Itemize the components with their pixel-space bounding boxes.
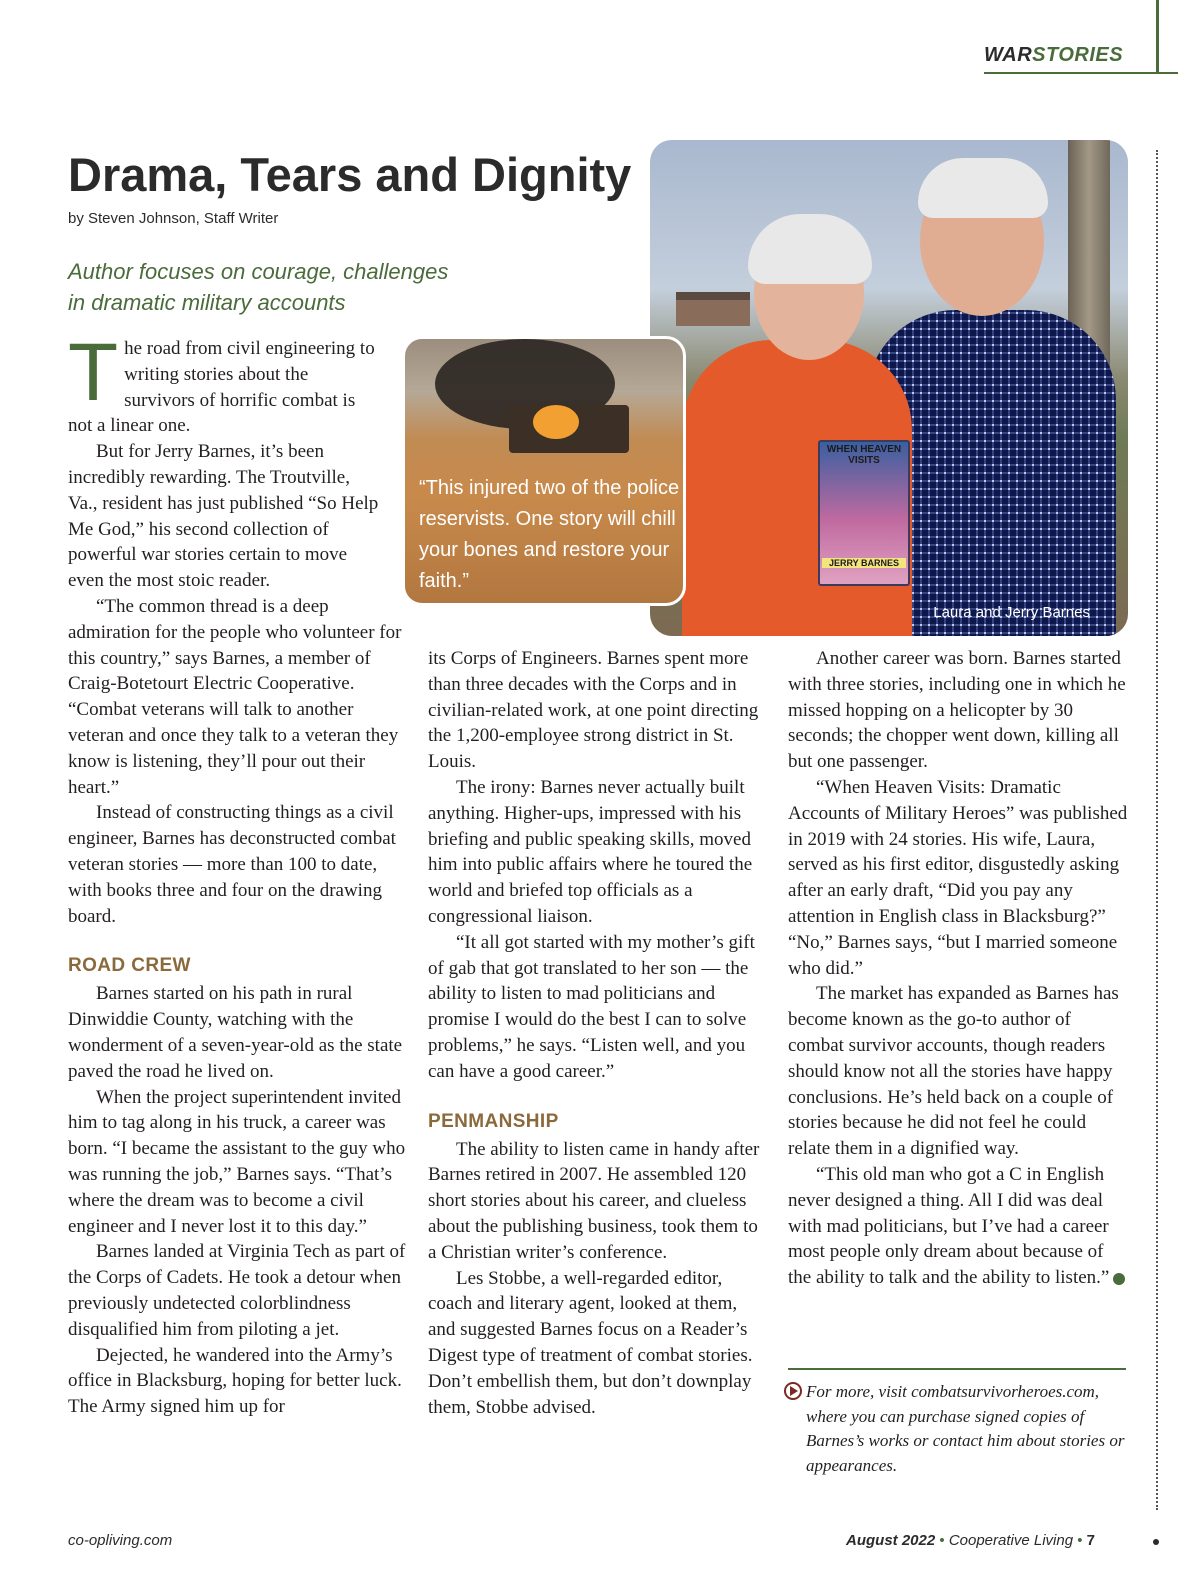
footer-folio — [846, 1532, 1095, 1549]
photo-man-hair-shape — [918, 158, 1048, 218]
footer-separator-2: • — [1077, 1532, 1083, 1549]
subhead-penmanship: PENMANSHIP — [428, 1110, 559, 1132]
paragraph-7: Barnes landed at Virginia Tech as part of the Corps of Cadets. He took a detour when previously undetected colorblindness disqualified him from piloting a jet. — [68, 1241, 406, 1340]
drop-cap: T — [68, 327, 119, 418]
paragraph-3: “The common thread is a deep admiration for the people who volunteer for this country,” says Barnes, a member of Craig-Botetourt Electric Cooperative. “Combat veterans will talk to another veteran and once they talk to a veteran they know is listening, they’ll pour out their heart.” — [68, 596, 402, 798]
paragraph-5: Barnes started on his path in rural Dinwiddie County, watching with the wonderment of a seven-year-old as the state paved the road he lived on. — [68, 983, 403, 1082]
headline — [68, 146, 658, 204]
subhead-road-crew: ROAD CREW — [68, 955, 191, 977]
paragraph-1 — [68, 327, 380, 439]
paragraph-14: Another career was born. Barnes started with three stories, including one in which he missed hopping on a helicopter by 30 seconds; the chopper went down, killing all but one passenger. — [788, 648, 1126, 773]
paragraph-17-text: “This old man who got a C in English never designed a thing. All I did was deal with mad politicians, but I’ve had a career most people only dream about because of the ability to talk and the ability to listen.” — [788, 1163, 1110, 1289]
headline-bold: and Dignity — [375, 148, 632, 201]
paragraph-4: Instead of constructing things as a civil engineer, Barnes has deconstructed combat veteran stories — more than 100 to date, with books three and four on the drawing board. — [68, 802, 396, 927]
footer-page-number: 7 — [1086, 1532, 1096, 1549]
column-3 — [788, 646, 1128, 1291]
photo-fire-shape — [533, 405, 579, 439]
paragraph-11: “It all got started with my mother’s gift of gab that got translated to her son — the ability to listen to mad politicians and promise I would do the best I can to solve problems,” he says. “Listen well, and you can have a good career.” — [428, 931, 755, 1082]
paragraph-6: When the project superintendent invited him to tag along in his truck, a career was born. “I became the assistant to the guy who was running the job,” Barnes says. “That’s where the dream was to become a civil engineer and I never lost it to this day.” — [68, 1086, 406, 1237]
paragraph-2: But for Jerry Barnes, it’s been incredibly rewarding. The Troutville, Va., resident has just published “So Help Me God,” his second collection of powerful war stories certain to move even the most stoic reader. — [68, 441, 379, 592]
headline-light: Drama, Tears — [68, 148, 376, 201]
footer-date: August 2022 — [846, 1532, 936, 1549]
photo-caption: Laura and Jerry Barnes — [933, 604, 1090, 621]
page-edge-dotted-rule — [1156, 150, 1158, 1510]
photo-book-author: JERRY BARNES — [822, 558, 906, 568]
photo-woman-hair-shape — [748, 214, 872, 284]
dek — [68, 256, 548, 318]
photo-laura-and-jerry-barnes — [650, 140, 1128, 636]
byline: by Steven Johnson, Staff Writer — [68, 210, 279, 227]
paragraph-1-text: he road from civil engineering to writing stories about the survivors of horrific combat is not a linear one. — [68, 338, 375, 437]
photo-house-shape — [676, 292, 750, 326]
paragraph-9: its Corps of Engineers. Barnes spent more than three decades with the Corps and in civilian-related work, at one point directing the 1,200-employee strong district in St. Louis. — [428, 648, 759, 773]
footer-separator-1: • — [939, 1532, 945, 1549]
column-2 — [428, 646, 768, 1420]
footer-site: co-opliving.com — [68, 1532, 173, 1549]
end-mark-icon — [1113, 1273, 1125, 1285]
footer-end-dot — [1153, 1539, 1159, 1545]
more-info-rule — [788, 1368, 1126, 1370]
play-arrow-icon — [784, 1382, 802, 1400]
section-tag-word2: STORIES — [1032, 44, 1124, 66]
dek-line-1: Author focuses on courage, challenges — [68, 259, 449, 284]
paragraph-13: Les Stobbe, a well-regarded editor, coach and literary agent, looked at them, and suggested Barnes focus on a Reader’s Digest type of treatment of combat stories. Don’t embellish them, but don’t downplay them, Stobbe advised. — [428, 1267, 753, 1418]
pull-quote: “This injured two of the police reservists. One story will chill your bones and restore your faith.” — [419, 477, 680, 592]
more-info-text: For more, visit combatsurvivorheroes.com, where you can purchase signed copies of Barnes’s works or contact him about stories or appearances. — [806, 1382, 1125, 1475]
column-1-top — [68, 327, 380, 594]
column-1-bottom — [68, 594, 408, 1420]
paragraph-15: “When Heaven Visits: Dramatic Accounts of Military Heroes” was published in 2019 with 24 stories. His wife, Laura, served as his first editor, disgustedly asking after an early draft, “Did you pay any attention in English class in Blacksburg?” “No,” Barnes says, “but I married someone who did.” — [788, 776, 1128, 979]
paragraph-16: The market has expanded as Barnes has become known as the go-to author of combat survivor accounts, though readers should know not all the stories have happy conclusions. He’s held back on a couple of stories because he did not feel he could relate them in a dignified way. — [788, 983, 1119, 1160]
paragraph-10: The irony: Barnes never actually built anything. Higher-ups, impressed with his briefing and public speaking skills, moved him into public affairs where he toured the world and briefed top officials as a congressional liaison. — [428, 776, 753, 927]
photo-burning-vehicle — [402, 336, 686, 606]
paragraph-12: The ability to listen came in handy after Barnes retired in 2007. He assembled 120 short stories about his career, and clueless about the publishing business, took them to a Christian writer’s conference. — [428, 1138, 760, 1263]
dek-line-2: in dramatic military accounts — [68, 290, 346, 315]
paragraph-8: Dejected, he wandered into the Army’s office in Blacksburg, hoping for better luck. The Army signed him up for — [68, 1344, 402, 1418]
footer-magazine: Cooperative Living — [948, 1532, 1074, 1549]
section-tag — [984, 44, 1160, 74]
photo-book-title: WHEN HEAVEN VISITS — [826, 444, 902, 466]
section-tag-word1: WAR — [984, 44, 1033, 66]
paragraph-17 — [788, 1162, 1128, 1291]
